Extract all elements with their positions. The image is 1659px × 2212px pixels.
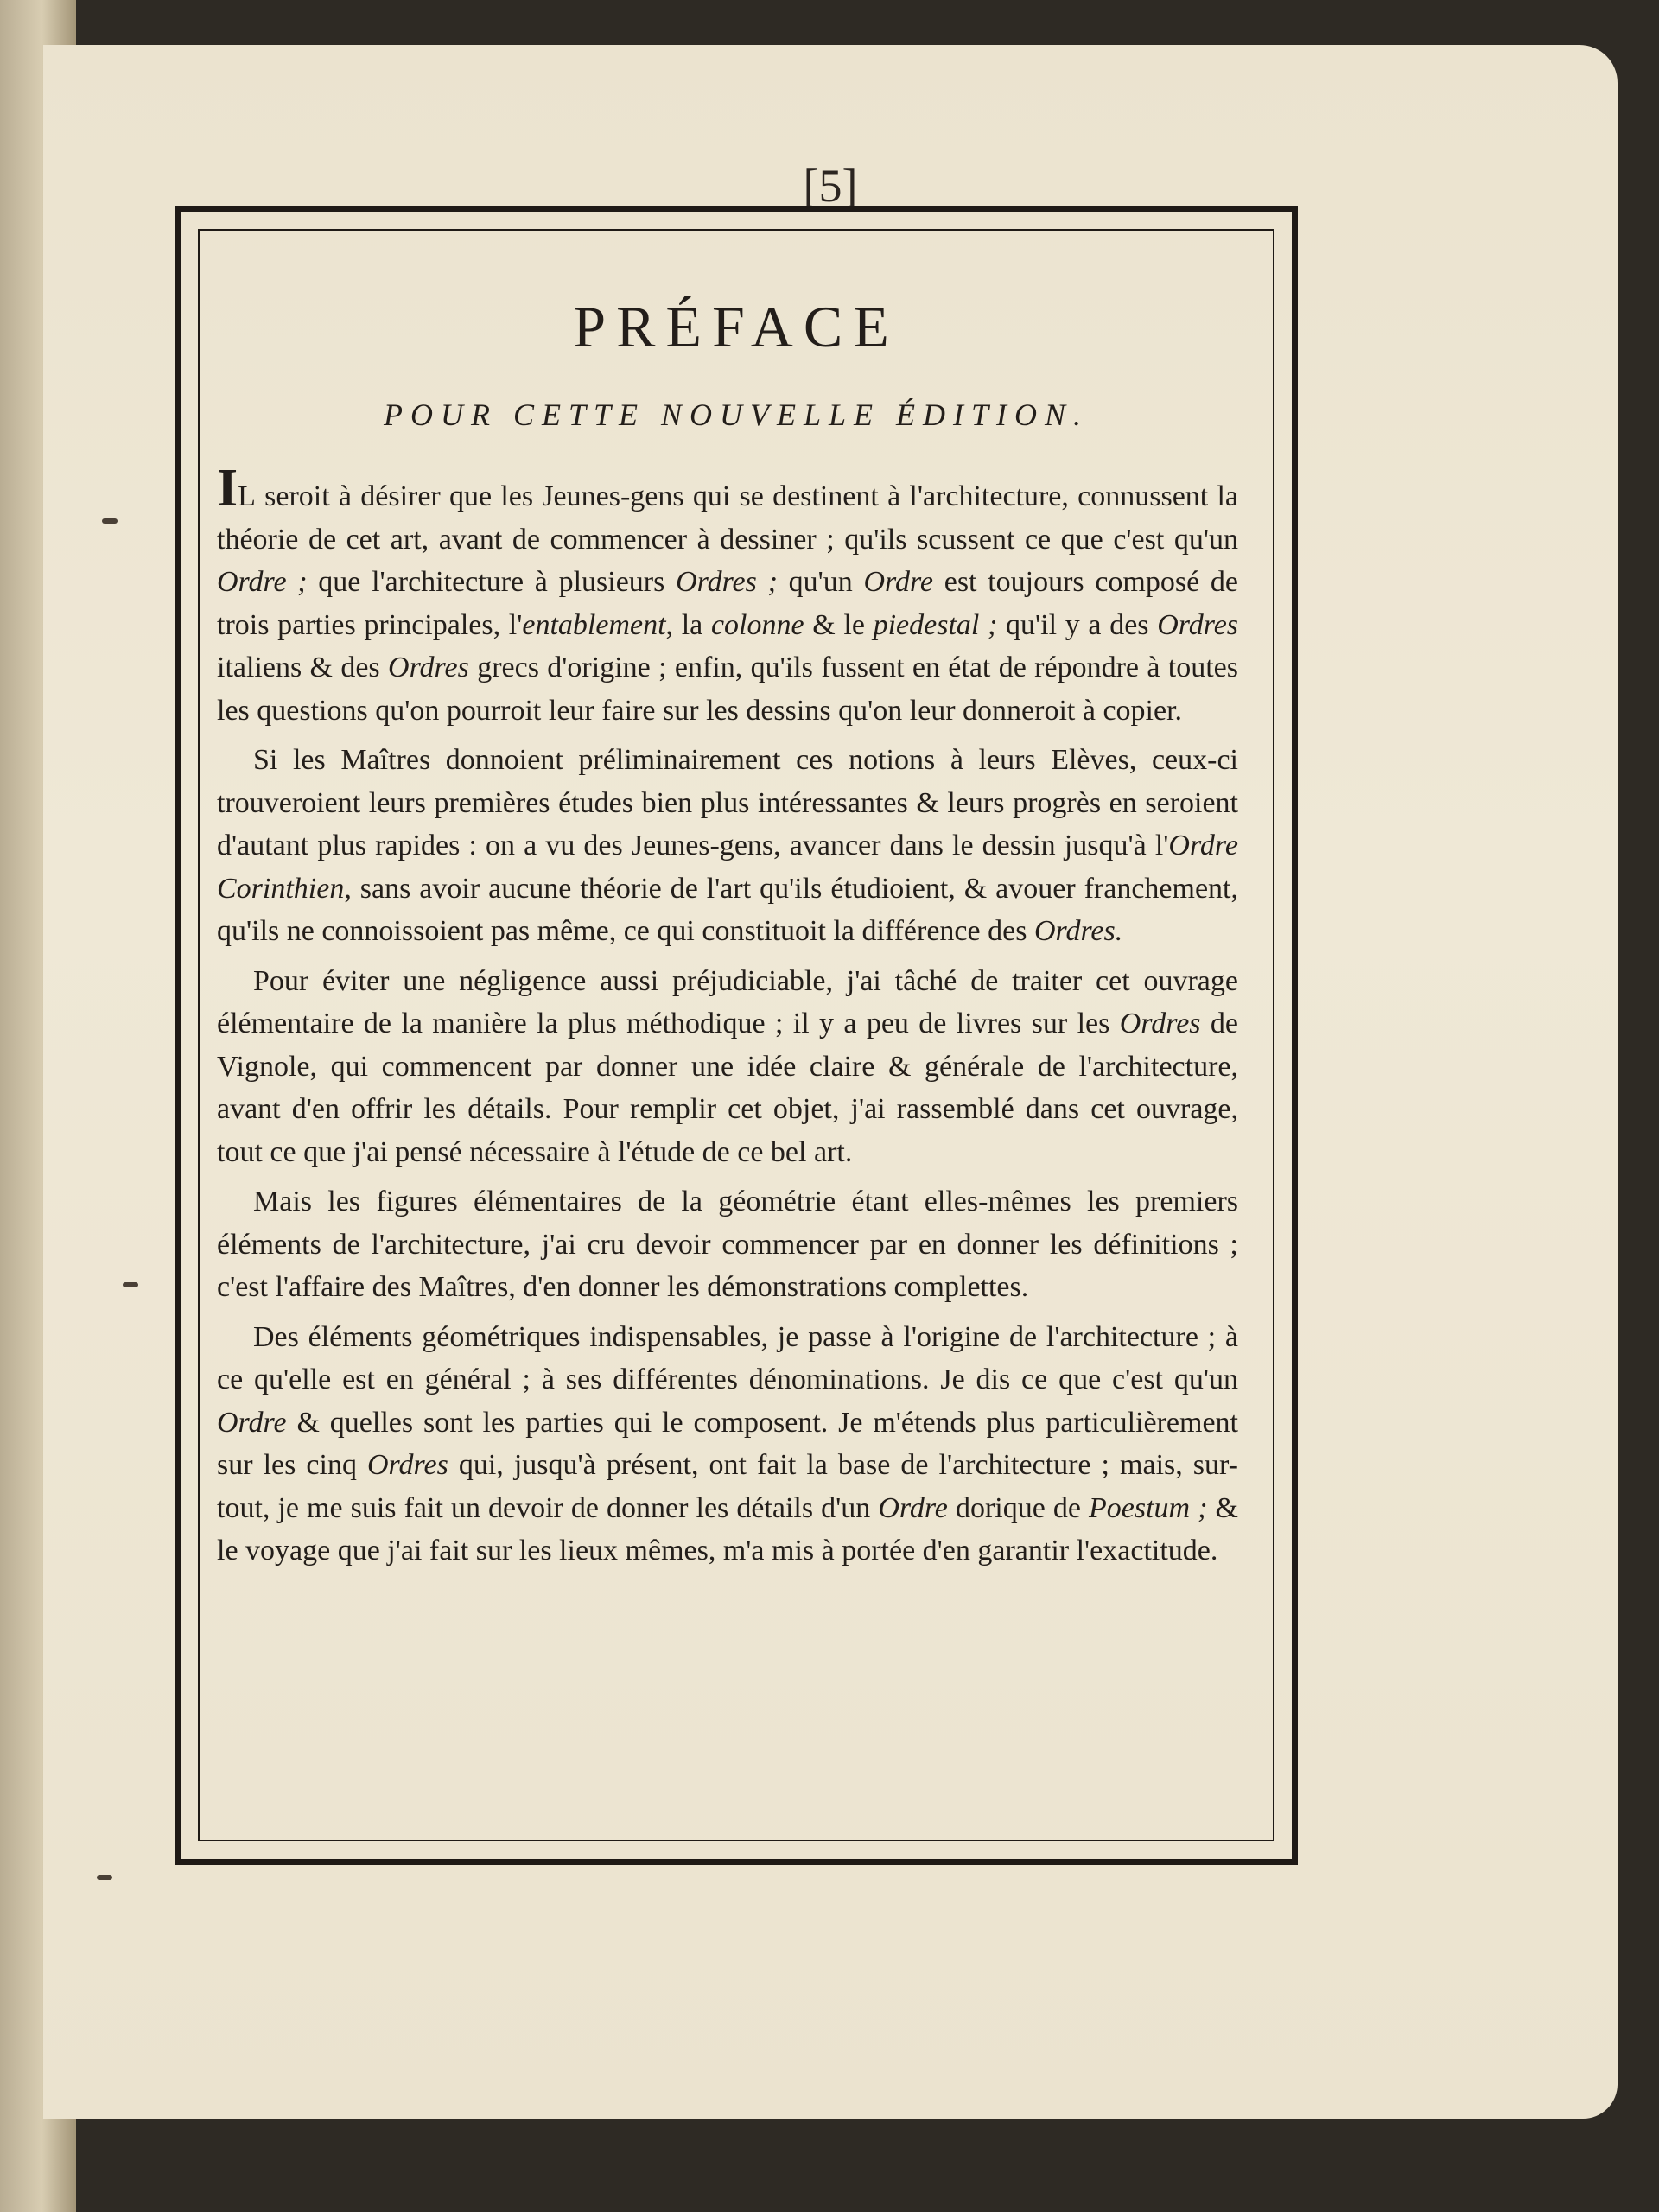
text-run: Des éléments géométriques indispensables, je passe à l'origine de l'architecture ; à ce qu'elle est en général ; à ses différentes dénominations. Je dis ce que c'est qu'un (217, 1320, 1238, 1395)
text-run: est toujours composé de trois parties principales, l' (217, 566, 1238, 641)
text-run: grecs d'origine ; enfin, qu'ils fussent en état de répondre à toutes les questions qu'on pourroit leur faire sur les dessins qu'on leur donneroit à copier. (217, 652, 1239, 727)
text-run: & le (804, 608, 874, 641)
text-run: seroit à désirer que les Jeunes-gens qui se destinent à l'architecture, connussent la théorie de cet art, avant de commencer à dessiner ; qu'ils scussent ce que c'est qu'un (217, 480, 1238, 556)
text-run: & quelles sont les parties qui le composent. Je m'étends plus particulièrement sur les cinq (217, 1406, 1238, 1481)
margin-mark (102, 518, 118, 524)
text-run: italiens & des (217, 652, 389, 683)
text-run: dorique de (947, 1491, 1090, 1524)
italic-term: Ordres (1119, 1007, 1201, 1039)
text-run: qu'un (777, 566, 864, 598)
text-run: Pour éviter une négligence aussi préjudiciable, j'ai tâché de traiter cet ouvrage élémentaire de la manière la plus méthodique ; il y a peu de livres sur les (217, 964, 1238, 1039)
text-run: , sans avoir aucune théorie de l'art qu'ils étudioient, & avouer franchement, qu'ils ne connoissoient pas même, ce qui constituoit la différence des (217, 872, 1238, 947)
page-title: PRÉFACE (573, 294, 899, 359)
italic-term: piedestal ; (873, 608, 998, 641)
italic-term: Ordre ; (217, 566, 308, 598)
italic-term: Ordre Corinthien (217, 830, 1238, 905)
page-number: [5] (803, 160, 858, 212)
text-run: , la (665, 608, 711, 641)
drop-cap-lead: L (238, 480, 256, 512)
text-run: de Vignole, qui commencent par donner une idée claire & générale de l'architecture, avant d'en offrir les détails. Pour remplir cet objet, j'ai rassemblé dans cet ouvrage, tout ce que j'ai pensé nécessaire à l'étude de ce bel art. (217, 1007, 1239, 1168)
text-run: & le voyage que j'ai fait sur les lieux mêmes, m'a mis à portée d'en garantir l'exactitude. (217, 1491, 1238, 1567)
preface-paragraph (217, 1180, 1238, 1309)
preface-paragraph (217, 459, 1239, 732)
italic-term: Ordres ; (676, 566, 778, 598)
text-run: que l'architecture à plusieurs (307, 566, 677, 598)
italic-term: colonne (710, 608, 804, 641)
italic-term: Ordres (388, 652, 469, 683)
italic-term: Ordre (878, 1491, 948, 1524)
page-subtitle: POUR CETTE NOUVELLE ÉDITION. (383, 397, 1090, 432)
text-run: qui, jusqu'à présent, ont fait la base de l'architecture ; mais, sur-tout, je me suis fait un devoir de donner les détails d'un (217, 1449, 1238, 1524)
margin-mark (123, 1282, 138, 1287)
italic-term: Ordres (1157, 608, 1239, 641)
preface-paragraph (217, 739, 1238, 953)
preface-paragraph (217, 1316, 1238, 1573)
text-run: Mais les figures élémentaires de la géométrie étant elles-mêmes les premiers éléments de l'architecture, j'ai cru devoir commencer par en donner les définitions ; c'est l'affaire des Maîtres, d'en donner les démonstrations complettes. (217, 1185, 1238, 1303)
text-run: qu'il y a des (997, 608, 1158, 641)
italic-term: Ordres. (1033, 915, 1123, 947)
italic-term: Ordre (217, 1406, 287, 1439)
preface-body (217, 459, 1239, 1580)
book-page (43, 45, 1618, 2119)
text-frame (175, 206, 1298, 1865)
italic-term: Ordre (863, 566, 934, 598)
text-run: Si les Maîtres donnoient préliminairement ces notions à leurs Elèves, ceux-ci trouveroient leurs premières études bien plus intéressantes & leurs progrès en seroient d'autant plus rapides : on a vu des Jeunes-gens, avancer dans le dessin jusqu'à l' (217, 744, 1238, 861)
italic-term: entablement (522, 608, 666, 641)
drop-cap: I (217, 459, 238, 518)
margin-mark (97, 1875, 112, 1880)
italic-term: Poestum ; (1089, 1491, 1208, 1524)
preface-paragraph (217, 960, 1238, 1174)
italic-term: Ordres (366, 1449, 448, 1481)
